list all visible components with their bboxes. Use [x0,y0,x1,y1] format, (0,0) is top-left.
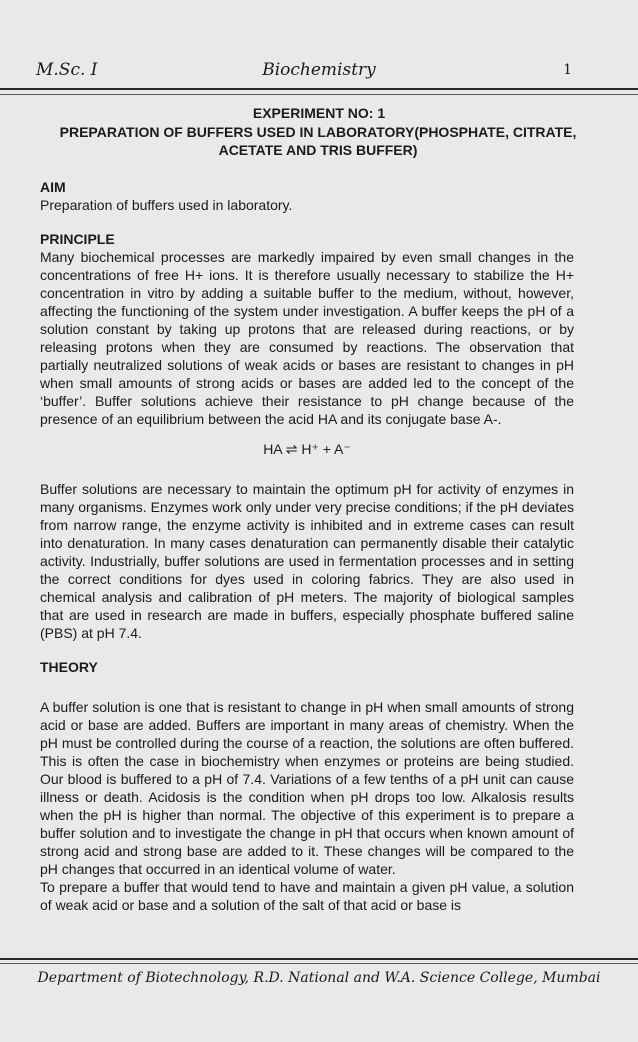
experiment-subtitle: PREPARATION OF BUFFERS USED IN LABORATORY(PHOSPHATE, CITRATE, ACETATE AND TRIS BUFFER) [59,124,577,158]
page-number: 1 [563,62,572,78]
subject-title: Biochemistry [262,60,376,80]
page-footer: Department of Biotechnology, R.D. National and W.A. Science College, Mumbai [37,970,601,986]
principle-paragraph-2: Buffer solutions are necessary to maintain the optimum pH for activity of enzymes in many organisms. Enzymes work only under very precise conditions; if the pH deviates from narrow range, the enzyme activity is inhibited and in extreme cases can result into denaturation. In many cases denaturation can permanently disable their catalytic activity. Industrially, buffer solutions are used in fermentation processes and in setting the correct conditions for dyes used in coloring fabrics. They are also used in chemical analysis and calibration of pH meters. The majority of biological samples that are used in research are made in buffers, especially phosphate buffered saline (PBS) at pH 7.4. [40,481,574,641]
aim-text: Preparation of buffers used in laboratory. [40,197,293,213]
page-header [0,56,638,86]
principle-paragraph-1: Many biochemical processes are markedly impaired by even small changes in the concentrations of free H+ ions. It is therefore usually necessary to stabilize the H+ concentration in vitro by adding a suitable buffer to the medium, without, however, affecting the functioning of the system under investigation. A buffer keeps the pH of a solution constant by taking up protons that are released during reactions, or by releasing protons when they are consumed by reactions. The observation that partially neutralized solutions of weak acids or bases are resistant to changes in pH when small amounts of strong acids or bases are added led to the concept of the ‘buffer’. Buffer solutions achieve their resistance to pH change because of the presence of an equilibrium between the acid HA and its conjugate base A-. [40,249,574,427]
footer-rule-thin [0,963,638,964]
theory-paragraph-1: A buffer solution is one that is resistant to change in pH when small amounts of strong acid or base are added. Buffers are important in many areas of chemistry. When the pH must be controlled during the course of a reaction, the solutions are often buffered. This is often the case in biochemistry when enzymes or proteins are being studied. Our blood is buffered to a pH of 7.4. Variations of a few tenths of a pH unit can cause illness or death. Acidosis is the condition when pH drops too low. Alkalosis results when the pH is higher than normal. The objective of this experiment is to prepare a buffer solution and to investigate the change in pH that occurs when known amount of strong acid and strong base are added to it. These changes will be compared to the pH changes that occurred in an identical volume of water. [40,699,574,877]
theory-heading: THEORY [40,659,98,675]
header-rule-thin [0,94,638,95]
course-label: M.Sc. I [36,60,98,80]
equilibrium-equation: HA ⇌ H⁺ + A⁻ [263,441,351,457]
principle-heading: PRINCIPLE [40,231,115,247]
theory-paragraph-2: To prepare a buffer that would tend to have and maintain a given pH value, a solution of weak acid or base and a solution of the salt of that acid or base is [40,879,574,913]
experiment-title: EXPERIMENT NO: 1 [252,105,386,121]
footer-rule-thick [0,958,638,960]
header-rule-thick [0,88,638,90]
aim-heading: AIM [40,179,66,195]
document-body [40,178,574,914]
